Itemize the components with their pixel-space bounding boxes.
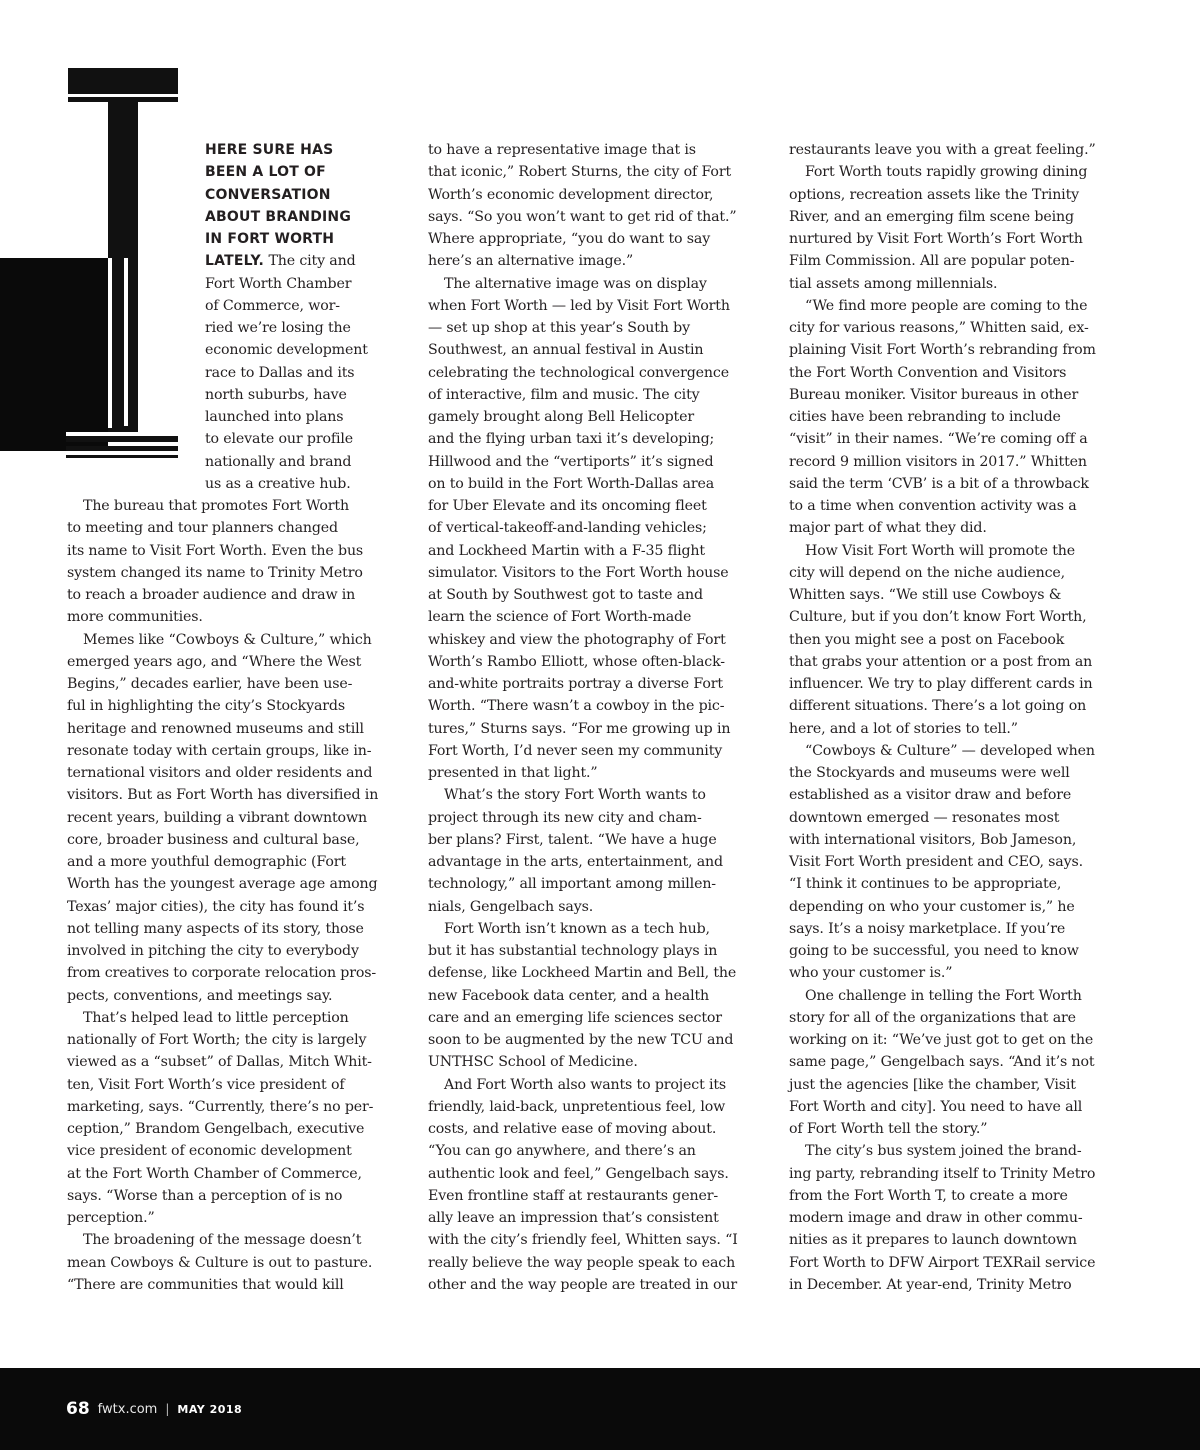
text-line: working on it: “We’ve just got to get on the bbox=[789, 1032, 1094, 1048]
text-line: modern image and draw in other commu- bbox=[789, 1210, 1083, 1226]
paragraph bbox=[789, 139, 1111, 161]
text-line: River, and an emerging film scene being bbox=[789, 208, 1074, 225]
text-line: Fort Worth to DFW Airport TEXRail service bbox=[789, 1254, 1096, 1271]
text-line: that iconic,” Robert Sturns, the city of Fort bbox=[428, 164, 731, 181]
text-line: presented in that light.” bbox=[428, 765, 598, 781]
text-line: to reach a broader audience and draw in bbox=[67, 587, 356, 603]
text-line: with the city’s friendly feel, Whitten says. “I bbox=[428, 1232, 738, 1249]
text-line: not telling many aspects of its story, those bbox=[67, 920, 364, 937]
intro-body-line: launched into plans bbox=[205, 409, 344, 425]
text-line: nities as it prepares to launch downtown bbox=[789, 1232, 1077, 1249]
paragraph bbox=[789, 1140, 1111, 1296]
text-line: vice president of economic development bbox=[67, 1143, 352, 1160]
paragraph bbox=[428, 784, 750, 918]
text-line: recent years, building a vibrant downtown bbox=[67, 809, 367, 826]
text-line: options, recreation assets like the Trinity bbox=[789, 186, 1079, 203]
text-line: soon to be augmented by the new TCU and bbox=[428, 1032, 734, 1048]
text-line: Bureau moniker. Visitor bureaus in other bbox=[789, 386, 1079, 403]
paragraph bbox=[67, 1007, 389, 1230]
text-line: influencer. We try to play different cards in bbox=[789, 676, 1093, 692]
intro-lead-line: ABOUT BRANDING bbox=[205, 208, 352, 225]
text-line: — set up shop at this year’s South by bbox=[428, 320, 690, 336]
text-line: plaining Visit Fort Worth’s rebranding from bbox=[789, 342, 1096, 359]
text-line: Film Commission. All are popular poten- bbox=[789, 253, 1075, 270]
site-url[interactable]: fwtx.com bbox=[97, 1401, 158, 1417]
text-line: resonate today with certain groups, like in- bbox=[67, 742, 372, 759]
text-line: new Facebook data center, and a health bbox=[428, 987, 709, 1004]
text-line: says. “Worse than a perception of is no bbox=[67, 1187, 343, 1204]
text-line: of Fort Worth tell the story.” bbox=[789, 1121, 988, 1137]
text-line: What’s the story Fort Worth wants to bbox=[444, 787, 706, 804]
text-line: “You can go anywhere, and there’s an bbox=[428, 1143, 696, 1160]
text-line: That’s helped lead to little perception bbox=[83, 1009, 349, 1026]
text-line: The broadening of the message doesn’t bbox=[83, 1232, 362, 1249]
text-line: with international visitors, Bob Jameson, bbox=[789, 831, 1077, 848]
text-line: and Lockheed Martin with a F-35 flight bbox=[428, 542, 705, 559]
intro-body-line: of Commerce, wor- bbox=[205, 297, 340, 314]
text-line: major part of what they did. bbox=[789, 520, 987, 537]
text-line: project through its new city and cham- bbox=[428, 809, 702, 826]
paragraph bbox=[789, 161, 1111, 295]
text-line: and-white portraits portray a diverse Fort bbox=[428, 676, 723, 692]
text-line: ful in highlighting the city’s Stockyards bbox=[67, 698, 345, 715]
intro-body-line: economic development bbox=[205, 342, 368, 359]
paragraph bbox=[428, 139, 750, 273]
text-line: nurtured by Visit Fort Worth’s Fort Worth bbox=[789, 231, 1083, 247]
text-line: technology,” all important among millen- bbox=[428, 876, 716, 893]
text-line: ally leave an impression that’s consistent bbox=[428, 1210, 719, 1226]
text-line: Worth has the youngest average age among bbox=[67, 876, 378, 893]
text-line: Begins,” decades earlier, have been use- bbox=[67, 676, 353, 692]
text-line: ten, Visit Fort Worth’s vice president of bbox=[67, 1076, 345, 1093]
text-line: Southwest, an annual festival in Austin bbox=[428, 342, 704, 359]
text-line: Fort Worth isn’t known as a tech hub, bbox=[444, 920, 710, 937]
text-line: in December. At year-end, Trinity Metro bbox=[789, 1276, 1072, 1293]
text-line: Worth. “There wasn’t a cowboy in the pic- bbox=[428, 698, 725, 715]
text-line: Visit Fort Worth president and CEO, says. bbox=[789, 854, 1083, 870]
text-line: “Cowboys & Culture” — developed when bbox=[805, 742, 1095, 759]
text-line: core, broader business and cultural base, bbox=[67, 831, 360, 848]
text-line: here’s an alternative image.” bbox=[428, 253, 634, 270]
text-line: that grabs your attention or a post from an bbox=[789, 653, 1093, 670]
text-line: Whitten says. “We still use Cowboys & bbox=[789, 587, 1062, 603]
text-line: pects, conventions, and meetings say. bbox=[67, 987, 333, 1004]
intro-paragraph bbox=[205, 139, 390, 495]
intro-body-line: ried we’re losing the bbox=[205, 320, 351, 336]
text-line: and the flying urban taxi it’s developing; bbox=[428, 431, 715, 448]
text-line: really believe the way people speak to each bbox=[428, 1254, 736, 1271]
text-line: says. “So you won’t want to get rid of that.” bbox=[428, 208, 737, 225]
paragraph bbox=[67, 629, 389, 1007]
text-line: then you might see a post on Facebook bbox=[789, 631, 1065, 648]
text-line: celebrating the technological convergence bbox=[428, 364, 729, 381]
text-line: the Fort Worth Convention and Visitors bbox=[789, 364, 1067, 381]
text-line: more communities. bbox=[67, 609, 203, 626]
intro-body-line: Fort Worth Chamber bbox=[205, 275, 352, 292]
text-line: costs, and relative ease of moving about. bbox=[428, 1121, 717, 1137]
text-line: to meeting and tour planners changed bbox=[67, 520, 338, 537]
text-line: Fort Worth, I’d never seen my community bbox=[428, 742, 723, 759]
text-line: tial assets among millennials. bbox=[789, 275, 998, 292]
text-line: ception,” Brandom Gengelbach, executive bbox=[67, 1121, 365, 1137]
drop-cap-t bbox=[0, 68, 180, 463]
text-line: The alternative image was on display bbox=[444, 275, 707, 292]
text-line: “I think it continues to be appropriate, bbox=[789, 876, 1062, 893]
column-3 bbox=[789, 139, 1111, 1296]
text-line: learn the science of Fort Worth-made bbox=[428, 609, 692, 626]
paragraph bbox=[789, 985, 1111, 1141]
paragraph bbox=[428, 918, 750, 1074]
text-line: who your customer is.” bbox=[789, 965, 953, 982]
text-line: Hillwood and the “vertiports” it’s signed bbox=[428, 453, 714, 470]
intro-body-line: us as a creative hub. bbox=[205, 475, 351, 492]
drop-cap-letter: T bbox=[0, 68, 1, 69]
text-line: friendly, laid-back, unpretentious feel, low bbox=[428, 1098, 726, 1115]
text-line: says. It’s a noisy marketplace. If you’re bbox=[789, 920, 1066, 937]
text-line: Worth’s Rambo Elliott, whose often-black- bbox=[428, 653, 725, 670]
text-line: ternational visitors and older residents and bbox=[67, 765, 373, 781]
footer-separator: | bbox=[165, 1402, 170, 1416]
text-line: UNTHSC School of Medicine. bbox=[428, 1054, 638, 1071]
intro-lead-line: HERE SURE HAS bbox=[205, 142, 334, 158]
text-line: of vertical-takeoff-and-landing vehicles; bbox=[428, 520, 707, 537]
text-line: established as a visitor draw and before bbox=[789, 787, 1072, 804]
text-line: record 9 million visitors in 2017.” Whitten bbox=[789, 453, 1087, 470]
text-line: for Uber Elevate and its oncoming fleet bbox=[428, 498, 707, 514]
text-line: depending on who your customer is,” he bbox=[789, 898, 1075, 915]
text-line: on to build in the Fort Worth-Dallas area bbox=[428, 475, 715, 492]
text-line: system changed its name to Trinity Metro bbox=[67, 564, 363, 581]
intro-lead-line: BEEN A LOT OF bbox=[205, 164, 326, 181]
text-line: “We find more people are coming to the bbox=[805, 297, 1088, 314]
text-line: but it has substantial technology plays in bbox=[428, 943, 718, 959]
issue-date: MAY 2018 bbox=[177, 1402, 243, 1416]
text-line: the Stockyards and museums were well bbox=[789, 765, 1070, 781]
text-line: here, and a lot of stories to tell.” bbox=[789, 720, 1018, 737]
text-line: Fort Worth touts rapidly growing dining bbox=[805, 164, 1088, 181]
text-line: and a more youthful demographic (Fort bbox=[67, 854, 346, 870]
column-1 bbox=[67, 495, 389, 1296]
text-line: when Fort Worth — led by Visit Fort Worth bbox=[428, 297, 730, 314]
intro-lead-line: CONVERSATION bbox=[205, 186, 331, 203]
text-line: at South by Southwest got to taste and bbox=[428, 587, 703, 603]
text-line: The city’s bus system joined the brand- bbox=[805, 1143, 1082, 1160]
text-line: to a time when convention activity was a bbox=[789, 498, 1077, 514]
text-line: from the Fort Worth T, to create a more bbox=[789, 1187, 1068, 1204]
text-line: Fort Worth and city]. You need to have all bbox=[789, 1098, 1083, 1115]
text-line: Texas’ major cities), the city has found it’s bbox=[67, 898, 365, 915]
text-line: How Visit Fort Worth will promote the bbox=[805, 542, 1075, 559]
text-line: just the agencies [like the chamber, Visit bbox=[789, 1076, 1076, 1093]
text-line: “There are communities that would kill bbox=[67, 1276, 344, 1293]
text-line: other and the way people are treated in our bbox=[428, 1276, 738, 1293]
text-line: going to be successful, you need to know bbox=[789, 943, 1079, 959]
paragraph bbox=[428, 1074, 750, 1297]
text-line: One challenge in telling the Fort Worth bbox=[805, 987, 1082, 1004]
page-number: 68 bbox=[66, 1399, 90, 1419]
text-line: tures,” Sturns says. “For me growing up in bbox=[428, 720, 731, 737]
intro-body-line: north suburbs, have bbox=[205, 386, 347, 403]
text-line: authentic look and feel,” Gengelbach says. bbox=[428, 1165, 729, 1182]
text-line: its name to Visit Fort Worth. Even the bus bbox=[67, 542, 364, 559]
text-line: at the Fort Worth Chamber of Commerce, bbox=[67, 1165, 362, 1182]
text-line: same page,” Gengelbach says. “And it’s not bbox=[789, 1054, 1095, 1071]
text-line: of interactive, film and music. The city bbox=[428, 386, 700, 403]
text-line: different situations. There’s a lot going on bbox=[789, 698, 1087, 715]
intro-body-line: race to Dallas and its bbox=[205, 364, 355, 381]
paragraph bbox=[428, 273, 750, 785]
text-line: Where appropriate, “you do want to say bbox=[428, 231, 711, 247]
text-line: And Fort Worth also wants to project its bbox=[444, 1076, 727, 1093]
text-line: visitors. But as Fort Worth has diversified in bbox=[67, 787, 379, 804]
text-line: city for various reasons,” Whitten said, ex- bbox=[789, 320, 1089, 336]
text-line: involved in pitching the city to everybody bbox=[67, 943, 359, 959]
paragraph bbox=[67, 495, 389, 629]
text-line: heritage and renowned museums and still bbox=[67, 720, 364, 737]
text-line: from creatives to corporate relocation pros- bbox=[67, 965, 377, 982]
text-line: Memes like “Cowboys & Culture,” which bbox=[83, 631, 372, 648]
text-line: “visit” in their names. “We’re coming off a bbox=[789, 431, 1088, 448]
text-line: Even frontline staff at restaurants gener- bbox=[428, 1187, 718, 1204]
page-footer bbox=[0, 1368, 1200, 1450]
text-line: viewed as a “subset” of Dallas, Mitch Whit- bbox=[67, 1054, 372, 1071]
paragraph bbox=[67, 1229, 389, 1296]
text-line: Culture, but if you don’t know Fort Worth, bbox=[789, 609, 1087, 626]
text-line: ber plans? First, talent. “We have a huge bbox=[428, 831, 717, 848]
text-line: care and an emerging life sciences sector bbox=[428, 1009, 722, 1026]
text-line: ing party, rebranding itself to Trinity Metro bbox=[789, 1165, 1096, 1182]
text-line: city will depend on the niche audience, bbox=[789, 564, 1066, 581]
intro-lead-line: LATELY. bbox=[205, 253, 265, 270]
text-line: story for all of the organizations that are bbox=[789, 1009, 1076, 1026]
text-line: simulator. Visitors to the Fort Worth house bbox=[428, 564, 729, 581]
text-line: defense, like Lockheed Martin and Bell, the bbox=[428, 965, 737, 982]
column-2 bbox=[428, 139, 750, 1296]
text-line: nials, Gengelbach says. bbox=[428, 898, 594, 915]
text-line: marketing, says. “Currently, there’s no per- bbox=[67, 1098, 374, 1115]
paragraph bbox=[789, 740, 1111, 985]
text-line: mean Cowboys & Culture is out to pasture. bbox=[67, 1254, 373, 1271]
text-line: nationally of Fort Worth; the city is largely bbox=[67, 1032, 367, 1048]
text-line: The bureau that promotes Fort Worth bbox=[83, 498, 349, 514]
intro-body-line: nationally and brand bbox=[205, 453, 352, 470]
text-line: said the term ‘CVB’ is a bit of a throwback bbox=[789, 475, 1089, 492]
text-line: cities have been rebranding to include bbox=[789, 409, 1061, 425]
intro-body-line: to elevate our profile bbox=[205, 431, 353, 448]
text-line: perception.” bbox=[67, 1210, 155, 1226]
text-line: restaurants leave you with a great feeling.” bbox=[789, 142, 1096, 158]
paragraph bbox=[789, 295, 1111, 540]
intro-lead-line: IN FORT WORTH bbox=[205, 231, 335, 247]
text-line: emerged years ago, and “Where the West bbox=[67, 653, 362, 670]
text-line: to have a representative image that is bbox=[428, 142, 696, 158]
text-line: gamely brought along Bell Helicopter bbox=[428, 409, 694, 425]
paragraph bbox=[789, 540, 1111, 740]
text-line: downtown emerged — resonates most bbox=[789, 809, 1060, 826]
text-line: advantage in the arts, entertainment, and bbox=[428, 854, 723, 870]
intro-body-line: The city and bbox=[268, 253, 356, 270]
text-line: Worth’s economic development director, bbox=[428, 186, 714, 203]
text-line: whiskey and view the photography of Fort bbox=[428, 631, 726, 648]
